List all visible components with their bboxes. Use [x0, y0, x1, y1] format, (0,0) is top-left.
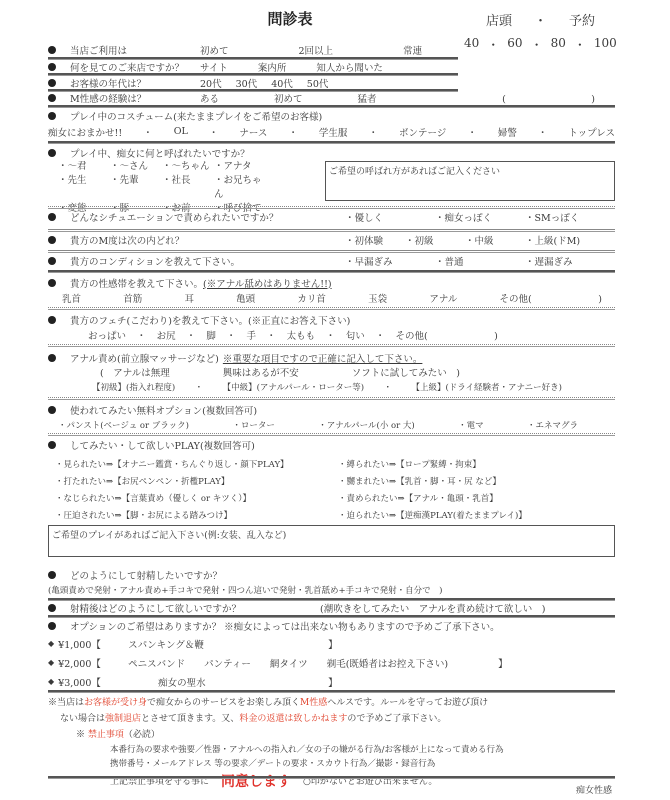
- bullet-icon: [48, 406, 56, 414]
- option-item: とさせて頂きます。又、: [141, 714, 240, 724]
- option-item[interactable]: ・嬲まれたい⇒【乳首・脚・耳・尻 など】: [338, 477, 501, 487]
- divider: [48, 397, 615, 400]
- question: してみたい・して欲しいPLAY(複数回答可): [70, 440, 255, 452]
- option-item[interactable]: ・圧迫されたい⇒【脚・お尻による踏みつけ】: [55, 511, 232, 521]
- separator: ・: [487, 38, 500, 52]
- option-item[interactable]: その他( ): [395, 330, 498, 342]
- option-item[interactable]: 常連: [403, 45, 423, 57]
- option-item[interactable]: ・パンスト(ベージュ or ブラック): [58, 420, 189, 431]
- q9-row: [48, 253, 615, 268]
- option-item[interactable]: ボンテージ: [398, 127, 447, 139]
- q4-row: [48, 90, 615, 105]
- option-item[interactable]: ◆ ¥3,000【 痴女の聖水 】: [48, 677, 338, 689]
- bullet-icon: [48, 316, 56, 324]
- option-item[interactable]: ・お前: [162, 203, 191, 214]
- q1-options[interactable]: [200, 43, 422, 57]
- question: 使われてみたい無料オプション(複数回答可): [70, 405, 258, 417]
- q13-row: [48, 402, 257, 417]
- separator: ・: [534, 14, 548, 29]
- option-item[interactable]: 40: [464, 36, 480, 50]
- course-options[interactable]: [464, 36, 617, 53]
- q12-anal-options[interactable]: [100, 364, 460, 379]
- question: 貴方のフェチ(こだわり)を教えて下さい。(※正直にお答え下さい): [70, 315, 351, 327]
- option-item[interactable]: ある: [200, 93, 220, 105]
- separator: ・: [136, 330, 147, 342]
- q16-row: [48, 600, 545, 615]
- option-item[interactable]: 脚: [206, 330, 216, 342]
- q4-other-field[interactable]: ( ): [502, 93, 595, 105]
- separator: ・: [368, 127, 378, 139]
- agree-checkbox-label[interactable]: 同意します: [221, 774, 292, 790]
- bullet-icon: [48, 257, 56, 265]
- option-item: 携帯番号・メールアドレス 等の要求／デートの要求・スカウト行為／撮影・録音行為: [110, 759, 436, 769]
- bullet-icon: [48, 46, 56, 54]
- option-item[interactable]: 乳首: [62, 293, 82, 305]
- bullet-icon: [48, 354, 56, 362]
- question: 貴方の性感帯を教えて下さい。: [70, 278, 204, 290]
- option-item[interactable]: 40代: [271, 78, 293, 90]
- option-item[interactable]: ・変態: [58, 203, 87, 214]
- option-item[interactable]: ◆ ¥2,000【 ペニスバンド パンティー 網タイツ 剃毛(既婚者はお控え下さい) 】: [48, 658, 508, 670]
- option-item[interactable]: ・優しく: [345, 212, 384, 224]
- option-item: ヘルスです。ルールを守ってお遊び頂け: [327, 698, 489, 708]
- bullet-icon: [48, 441, 56, 449]
- option-item[interactable]: ◆ ¥1,000【 スパンキング＆鞭 】: [48, 639, 338, 651]
- q11-options[interactable]: [88, 327, 498, 342]
- divider: [48, 344, 615, 347]
- option-item[interactable]: サイト: [200, 62, 228, 74]
- option-item[interactable]: 太もも: [286, 330, 316, 342]
- option-item: お客様が受け身: [84, 698, 148, 708]
- option-item[interactable]: ・痴女っぽく: [435, 212, 493, 224]
- option-item[interactable]: 100: [593, 36, 617, 50]
- option-item: で痴女からのサービスをお楽しみ頂く: [147, 698, 301, 708]
- bullet-icon: [48, 604, 56, 612]
- option-item[interactable]: 20代: [200, 78, 222, 90]
- footer-brand: 痴女性感: [575, 786, 612, 796]
- option-item[interactable]: ・早漏ぎみ: [345, 256, 393, 268]
- option-item[interactable]: ・普通: [435, 256, 464, 268]
- q14-left-options[interactable]: [55, 457, 289, 525]
- bullet-icon: [48, 149, 56, 157]
- option-item[interactable]: ・見られたい⇒【オナニー鑑賞・ちんぐり返し・顔下PLAY】: [55, 460, 289, 470]
- option-item[interactable]: ・SMっぽく: [525, 212, 580, 224]
- divider: [48, 307, 615, 310]
- option-item[interactable]: ・初級: [405, 235, 434, 247]
- q6-row: [48, 145, 250, 160]
- option-item[interactable]: ・お兄ちゃん: [214, 175, 262, 200]
- question: 当店ご利用は: [70, 45, 128, 57]
- option-item: M性感: [300, 698, 328, 708]
- question: M性感の経験は？: [70, 93, 147, 105]
- option-item[interactable]: 60: [507, 36, 523, 50]
- q2-row: [48, 59, 383, 74]
- box-label: ご希望のプレイがあればご記入下さい(例:女装、乱入など): [52, 531, 287, 541]
- option-item: ない場合は: [60, 714, 106, 724]
- option-item[interactable]: ・〜ちゃん: [162, 161, 210, 172]
- prohibited-rules: [48, 743, 503, 771]
- option-item[interactable]: 【中級】(アナルパール・ローター等): [222, 382, 365, 393]
- option-item[interactable]: ・電マ: [458, 420, 484, 431]
- q6-row-2[interactable]: [58, 174, 266, 202]
- option-item[interactable]: 婦警: [497, 127, 517, 139]
- option-item[interactable]: 30代: [235, 78, 258, 90]
- divider: [48, 141, 615, 144]
- option-item[interactable]: その他( ): [499, 293, 602, 305]
- option-item[interactable]: ・社長: [162, 175, 191, 186]
- preferred-name-box[interactable]: [325, 161, 615, 201]
- option-item[interactable]: ・縛られたい⇒【ロープ緊縛・拘束】: [338, 460, 481, 470]
- option-item[interactable]: ソフトに試してみたい ): [351, 367, 460, 379]
- option-item[interactable]: ・〜君: [58, 161, 87, 172]
- q10-options[interactable]: [62, 290, 602, 305]
- option-item[interactable]: ・豚: [110, 203, 130, 214]
- bullet-icon: [48, 94, 56, 102]
- separator: ・: [194, 382, 204, 393]
- bullet-icon: [48, 622, 56, 630]
- question: アナル責め(前立腺マッサージなど): [70, 353, 219, 365]
- option-item: 料金の返還は致しかねます: [239, 714, 348, 724]
- separator: ・: [288, 127, 298, 139]
- option-item[interactable]: 店頭: [486, 14, 513, 29]
- separator: ・: [467, 127, 477, 139]
- option-item[interactable]: 耳: [184, 293, 194, 305]
- visit-type-options[interactable]: [486, 10, 595, 29]
- option-item[interactable]: ナース: [239, 127, 268, 139]
- option-item[interactable]: 予約: [569, 14, 596, 29]
- q1-row: [48, 42, 422, 57]
- question: どんなシチュエーションで責められたいですか？: [70, 212, 279, 224]
- q3-row: [48, 75, 328, 90]
- option-item[interactable]: ・上級(ドM): [525, 235, 581, 247]
- option-item[interactable]: 【上級】(ドライ経験者・アナニー好き): [411, 382, 562, 393]
- option-item[interactable]: 痴女におまかせ!!: [48, 127, 123, 139]
- q4-options[interactable]: [200, 91, 377, 105]
- bullet-icon: [48, 279, 56, 287]
- option-item[interactable]: ・打たれたい⇒【お尻ペンペン・折檻PLAY】: [55, 477, 230, 487]
- bullet-icon: [48, 63, 56, 71]
- option-item[interactable]: ・責められたい⇒【アナル・亀頭・乳首】: [338, 494, 498, 504]
- option-item[interactable]: 匂い: [345, 330, 365, 342]
- option-item[interactable]: OL: [173, 126, 188, 137]
- option-item[interactable]: ・アナルパール(小 or 大): [318, 420, 415, 431]
- option-item[interactable]: ・ローター: [232, 420, 275, 431]
- q7-row: [48, 209, 615, 224]
- q5-row: [48, 108, 322, 123]
- question: 射精後はどのようにして欲しいですか？: [70, 603, 242, 615]
- option-item[interactable]: ・呼び捨て: [214, 203, 262, 214]
- option-item: 本番行為の要求や強要／性器・アナルへの指入れ／女の子の嫌がる行為/お客様が上になって責める行為: [110, 745, 504, 755]
- option-item[interactable]: 初めて: [200, 45, 229, 57]
- q14-row: [48, 437, 255, 452]
- separator: ・: [375, 330, 385, 342]
- option-item[interactable]: ( アナルは無理: [100, 367, 170, 379]
- q7-options[interactable]: [345, 210, 615, 224]
- separator: ・: [266, 330, 277, 342]
- option-item: ので予めご了承下さい。: [347, 714, 447, 724]
- separator: ・: [573, 38, 586, 52]
- question: プレイ中、痴女に何と呼ばれたいですか？: [70, 148, 250, 160]
- q3-options[interactable]: [200, 76, 328, 90]
- bullet-icon: [48, 236, 56, 244]
- notice: ※当店はお客様が受け身で痴女からのサービスをお楽しみ頂くM性感ヘルスです。ルールを守ってお遊び頂け ない場合は強制退店とさせて頂きます。又、料金の返還は致しかねますので予めご了承下さい。 ※ 禁止事項（必読） 本番行為の要求や強要／性器・アナルへの指入れ／女の子の嫌がる行為/お客様が上になって責める行為 携帯番号・メールアドレス 等の要求／デートの要求・スカウト行為／撮影・録音行為 上記禁止事項を守る事に 同意します ○印がないとお遊び出来ません。: [48, 695, 503, 790]
- notice-line-2: [48, 711, 503, 727]
- option-item[interactable]: ・先輩: [110, 175, 139, 186]
- q12-row: [48, 350, 422, 365]
- option-item[interactable]: 猛者: [357, 93, 377, 105]
- separator: ・: [208, 127, 219, 139]
- q11-row: [48, 312, 350, 327]
- notice-line-1: [48, 695, 503, 711]
- q5-options[interactable]: [48, 124, 615, 139]
- option-item[interactable]: 【初級】(指入れ程度): [92, 382, 176, 393]
- option-item[interactable]: ・先生: [58, 175, 87, 186]
- option-item[interactable]: 首筋: [123, 293, 143, 305]
- separator: ・: [143, 127, 153, 139]
- question: 貴方のM度は次の内どれ？: [70, 235, 185, 247]
- q6-row-1[interactable]: [58, 160, 266, 174]
- bullet-icon: [48, 213, 56, 221]
- option-item[interactable]: アナル: [429, 293, 458, 305]
- option-item[interactable]: おっぱい: [88, 330, 127, 342]
- q9-options[interactable]: [345, 254, 615, 268]
- q17-row: [48, 618, 500, 633]
- question: 何を見てのご来店ですか？: [70, 62, 185, 74]
- option-item[interactable]: ・〜さん: [110, 161, 149, 172]
- q15-row: [48, 567, 222, 582]
- q8-options[interactable]: [345, 233, 585, 247]
- separator: ・: [383, 382, 392, 393]
- bullet-icon: [48, 112, 56, 120]
- option-item[interactable]: 玉袋: [368, 293, 388, 305]
- option-item[interactable]: カリ首: [297, 293, 326, 305]
- q15-options[interactable]: (亀頭責めで発射・アナル責め+手コキで発射・四つん這いで発射・乳首舐め+手コキで発射・自分で ): [48, 585, 443, 596]
- option-item[interactable]: 亀頭: [236, 293, 256, 305]
- option-item[interactable]: 初めて: [274, 93, 303, 105]
- separator: ・: [530, 38, 543, 52]
- option-item[interactable]: ・アナタ: [214, 161, 252, 172]
- option-item[interactable]: 手: [246, 330, 256, 342]
- question: オプションのご希望はありますか？ ※痴女によっては出来ない物もありますので予めご了承下さい。: [70, 621, 500, 633]
- separator: ・: [186, 330, 196, 342]
- note: ※重要な項目ですので正確に記入して下さい。: [222, 353, 423, 365]
- divider: [48, 690, 615, 693]
- q13-options[interactable]: [58, 417, 578, 432]
- q8-row: [48, 232, 615, 247]
- page-title: 問診表: [267, 10, 313, 28]
- divider: [48, 776, 615, 779]
- divider: [48, 270, 615, 273]
- option-item: 強制退店: [105, 714, 142, 724]
- preferred-play-box[interactable]: [48, 525, 615, 557]
- option-item[interactable]: お尻: [156, 330, 176, 342]
- option-item[interactable]: 学生服: [318, 127, 348, 139]
- question: お客様の年代は？: [70, 78, 147, 90]
- prohibited-title: 禁止事項: [87, 730, 124, 740]
- divider: [48, 433, 615, 436]
- note: (※アナル舐めはありません!!): [203, 278, 332, 290]
- separator: ・: [537, 127, 548, 139]
- option-item[interactable]: ・エネマグラ: [526, 420, 578, 431]
- option-item[interactable]: トップレス: [568, 127, 615, 139]
- q14-right-options[interactable]: [338, 457, 527, 525]
- question: プレイ中のコスチューム(来たままプレイをご希望のお客様): [70, 111, 323, 123]
- q2-options[interactable]: [200, 60, 383, 74]
- q12-level-options[interactable]: [92, 379, 562, 394]
- option-item[interactable]: 興味はあるが不安: [222, 367, 299, 379]
- question: 貴方のコンディションを教えて下さい。: [70, 256, 241, 268]
- option-item[interactable]: ・中級: [465, 235, 494, 247]
- q16-options[interactable]: (潮吹きをしてみたい アナルを責め続けて欲しい ): [320, 603, 546, 615]
- q10-row: [48, 275, 332, 290]
- bullet-icon: [48, 79, 56, 87]
- bullet-icon: [48, 571, 56, 579]
- option-item[interactable]: 2回以上: [298, 45, 334, 57]
- option-item[interactable]: ・初体験: [345, 235, 384, 247]
- option-item[interactable]: 案内所: [257, 62, 287, 74]
- option-item[interactable]: 50代: [306, 78, 329, 90]
- box-label: ご希望の呼ばれ方があればご記入ください: [329, 167, 501, 177]
- separator: ・: [226, 330, 236, 342]
- option-item: ※当店は: [48, 698, 85, 708]
- option-item[interactable]: ・なじられたい⇒【言葉責め（優しく or キツく）】: [55, 494, 251, 504]
- option-item[interactable]: 80: [550, 36, 566, 50]
- option-item[interactable]: ・迫られたい⇒【逆痴漢PLAY(着たままプレイ)】: [338, 511, 527, 521]
- option-item[interactable]: ・遅漏ぎみ: [525, 256, 573, 268]
- separator: ・: [325, 330, 336, 342]
- question: どのようにして射精したいですか？: [70, 570, 223, 582]
- option-item[interactable]: 知人から聞いた: [316, 62, 383, 74]
